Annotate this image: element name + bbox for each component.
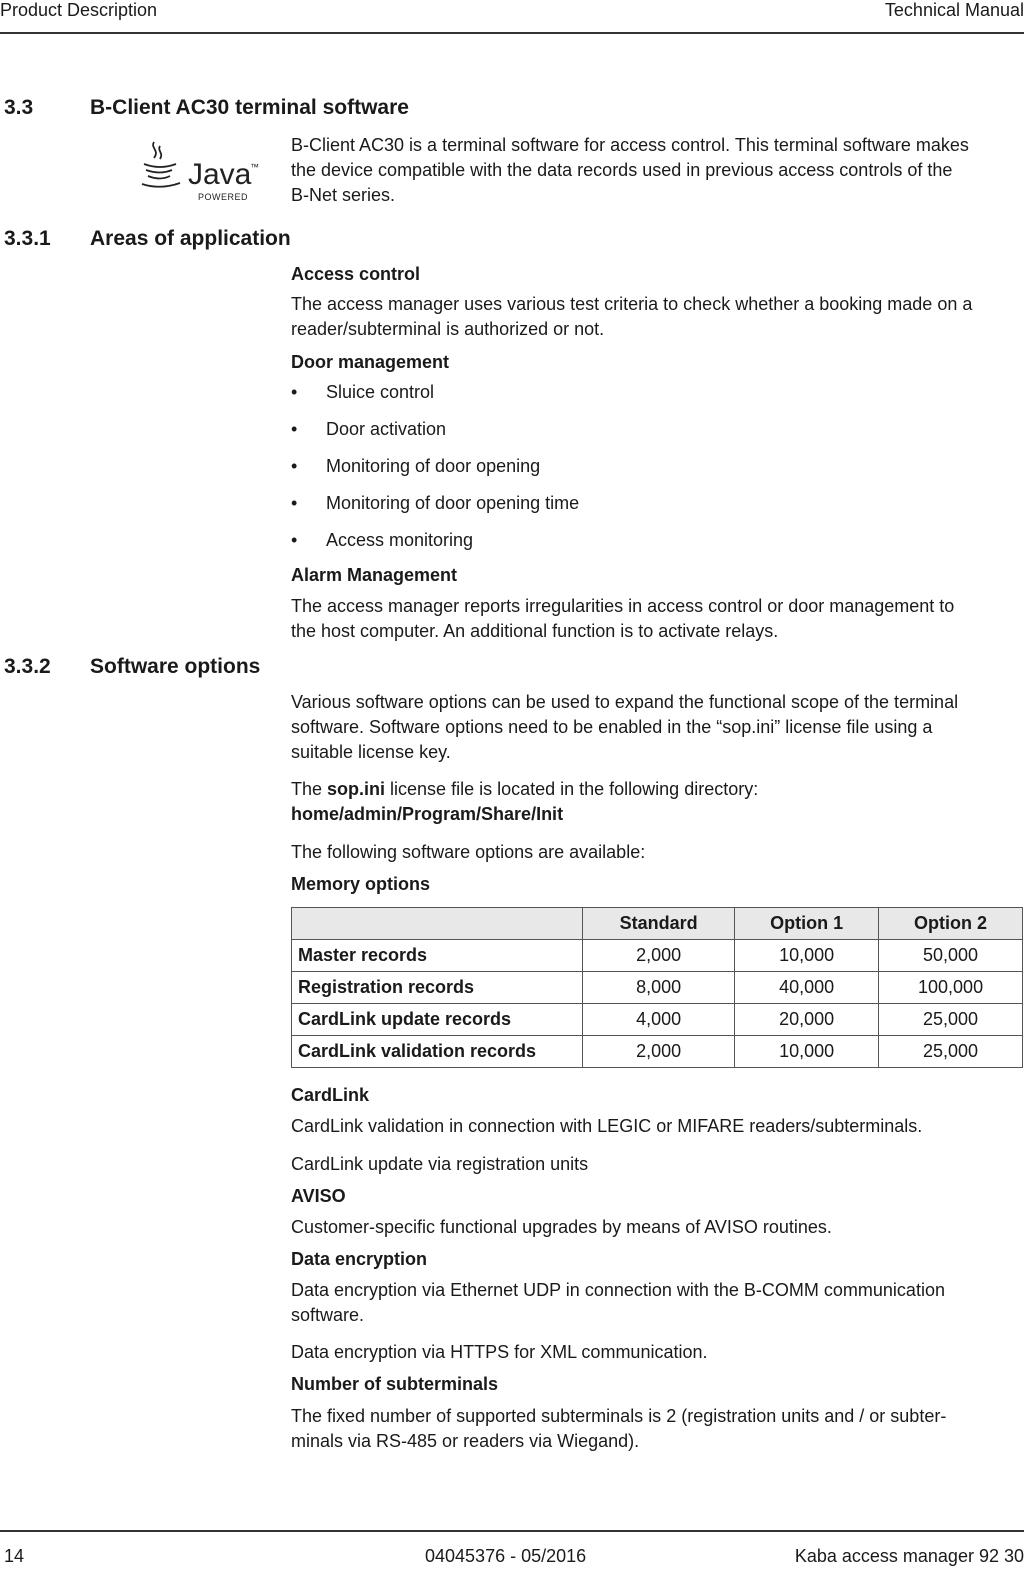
data-encryption-https-line: Data encryption via HTTPS for XML communication. [291,1342,708,1362]
row-label: Registration records [292,972,583,1004]
intro-line-3: B-Net series. [291,185,396,205]
paragraph-line: The fixed number of supported subterminals is 2 (registration units and / or subter- [291,1406,947,1426]
document-number: 04045376 - 05/2016 [425,1546,587,1566]
java-logo-subtext: POWERED [198,192,249,202]
table-cell: 25,000 [879,1004,1023,1036]
aviso-line: Customer-specific functional upgrades by means of AVISO routines. [291,1217,832,1237]
table-cell: 25,000 [879,1036,1023,1068]
java-logo-text: Java [188,158,252,191]
section-title: Software options [90,655,261,678]
table-cell: 10,000 [735,940,879,972]
data-encryption-paragraph [291,1278,1021,1328]
table-cell: 50,000 [879,940,1023,972]
data-encryption-heading: Data encryption [291,1249,428,1269]
column-header: Option 1 [735,908,879,940]
table-cell: 40,000 [735,972,879,1004]
product-name: Kaba access manager 92 30 [794,1546,1024,1566]
section-number: 3.3.1 [4,227,51,250]
intro-line-1: B-Client AC30 is a terminal software for access control. This terminal software makes [291,135,969,155]
column-header [292,908,583,940]
paragraph-line: The access manager reports irregularities in access control or door management to [291,596,955,616]
java-powered-logo [140,140,260,204]
java-logo-trademark: ™ [250,162,259,172]
column-header: Option 2 [879,908,1023,940]
table-row [292,940,1023,972]
row-label: Master records [292,940,583,972]
paragraph-line: software. [291,1305,365,1325]
paragraph-line: The access manager uses various test criteria to check whether a booking made on a [291,294,973,314]
sop-ini-paragraph [291,777,1021,827]
cardlink-heading: CardLink [291,1085,370,1105]
memory-options-heading: Memory options [291,874,431,894]
table-cell: 4,000 [583,1004,735,1036]
page-number: 14 [4,1546,25,1566]
cardlink-line-2: CardLink update via registration units [291,1154,589,1174]
page-header [0,0,1024,34]
sop-ini-directory-path: home/admin/Program/Share/Init [291,804,564,824]
paragraph-line: Various software options can be used to expand the functional scope of the terminal [291,692,959,712]
table-cell: 100,000 [879,972,1023,1004]
section-title: B-Client AC30 terminal software [90,96,409,119]
table-row [292,972,1023,1004]
available-options-text: The following software options are available: [291,842,646,862]
table-row [292,1036,1023,1068]
sop-ini-filename: sop.ini [327,779,386,799]
intro-line-2: the device compatible with the data records used in previous access controls of the [291,160,953,180]
table-cell: 20,000 [735,1004,879,1036]
paragraph-line: Data encryption via Ethernet UDP in connection with the B-COMM communication [291,1280,945,1300]
text-run: The [291,779,328,799]
alarm-management-paragraph [291,594,1021,644]
page-footer [0,1530,1024,1572]
table-row [292,1004,1023,1036]
aviso-heading: AVISO [291,1186,346,1206]
subterminals-heading: Number of subterminals [291,1374,499,1394]
door-management-heading: Door management [291,352,450,372]
table-cell: 8,000 [583,972,735,1004]
table-header-row [292,908,1023,940]
subterminals-paragraph [291,1404,1021,1454]
paragraph-line: software. Software options need to be enabled in the “sop.ini” license file using a [291,717,933,737]
cardlink-line-1: CardLink validation in connection with LEGIC or MIFARE readers/subterminals. [291,1116,923,1136]
access-control-paragraph [291,292,1021,342]
intro-paragraph [291,133,1021,208]
header-right: Technical Manual [884,0,1024,20]
row-label: CardLink update records [292,1004,583,1036]
alarm-management-heading: Alarm Management [291,565,458,585]
paragraph-line: minals via RS-485 or readers via Wiegand). [291,1431,640,1451]
table-cell: 10,000 [735,1036,879,1068]
section-number: 3.3.2 [4,655,51,678]
table-cell: 2,000 [583,1036,735,1068]
text-run: license file is located in the following directory: [385,779,759,799]
table-cell: 2,000 [583,940,735,972]
paragraph-line: the host computer. An additional function is to activate relays. [291,621,779,641]
access-control-heading: Access control [291,264,421,284]
row-label: CardLink validation records [292,1036,583,1068]
memory-options-table [291,907,1023,1068]
section-title: Areas of application [90,227,291,250]
paragraph-line: suitable license key. [291,742,451,762]
section-number: 3.3 [4,96,34,119]
column-header: Standard [583,908,735,940]
software-options-paragraph [291,690,1021,765]
header-left: Product Description [0,0,158,20]
paragraph-line: reader/subterminal is authorized or not. [291,319,605,339]
